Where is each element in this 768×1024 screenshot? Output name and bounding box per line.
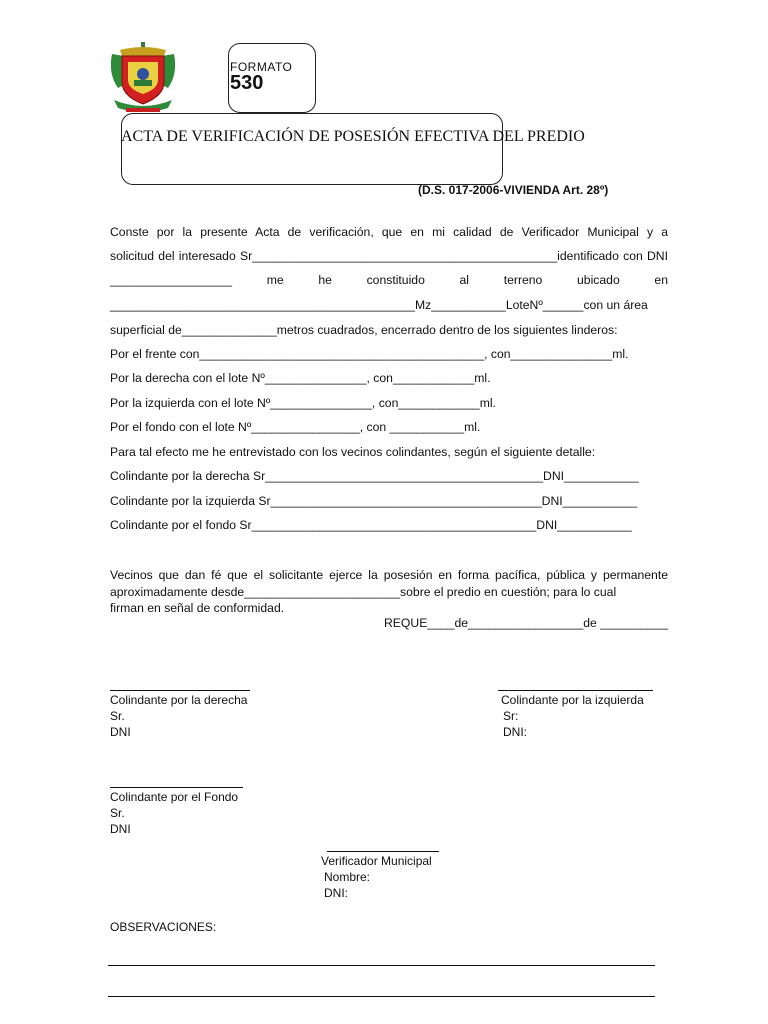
signature-dni: DNI: — [324, 886, 348, 900]
signature-dni: DNI — [110, 822, 131, 836]
date-line: REQUE____de_________________de __________ — [384, 616, 668, 630]
signature-rule — [327, 851, 439, 852]
lindero-derecha: Por la derecha con el lote Nº_______________, con____________ml. — [110, 371, 491, 385]
observaciones-label: OBSERVACIONES: — [110, 920, 217, 934]
lindero-izquierda: Por la izquierda con el lote Nº_______________, con____________ml. — [110, 396, 496, 410]
word: al — [459, 273, 470, 287]
signature-derecha — [110, 692, 247, 740]
efecto-line: Para tal efecto me he entrevistado con los vecinos colindantes, según el siguiente detalle: — [110, 445, 596, 459]
signature-rule — [498, 690, 653, 691]
municipal-crest-icon — [108, 40, 178, 116]
intro-line-3 — [110, 273, 668, 287]
signature-izquierda — [501, 692, 644, 740]
word: en — [654, 273, 668, 287]
signature-rule — [110, 787, 243, 788]
lindero-frente: Por el frente con__________________________________________, con_______________ml. — [110, 347, 629, 361]
intro-line-5: superficial de______________metros cuadrados, encerrado dentro de los siguientes linderos: — [110, 323, 618, 337]
vecinos-text: Vecinos que dan fé que el solicitante ejerce la posesión en forma pacífica, pública y permanente aproximadamente desde_______________________sobre el predio en cuestión; para lo cual — [110, 568, 668, 599]
colindante-fondo-line: Colindante por el fondo Sr__________________________________________DNI___________ — [110, 518, 632, 532]
blank-dni: __________________ — [110, 273, 233, 287]
signature-title: Colindante por la izquierda — [501, 693, 644, 707]
signature-sr: Sr. — [110, 806, 125, 820]
signature-sr: Sr. — [110, 709, 125, 723]
lindero-fondo: Por el fondo con el lote Nº________________, con ___________ml. — [110, 420, 481, 434]
word: he — [318, 273, 332, 287]
document-title: ACTA DE VERIFICACIÓN DE POSESIÓN EFECTIVA DEL PREDIO — [121, 128, 585, 145]
word: ubicado — [577, 273, 620, 287]
signature-title: Verificador Municipal — [321, 854, 432, 868]
signature-dni: DNI — [110, 725, 131, 739]
signature-rule — [110, 690, 250, 691]
intro-line-2: solicitud del interesado Sr_____________________________________________identificado con DNI — [110, 249, 668, 263]
intro-line-4: _____________________________________________Mz___________LoteNº______con un área — [110, 298, 648, 312]
signature-nombre: Nombre: — [324, 870, 371, 884]
colindante-izquierda-line: Colindante por la izquierda Sr________________________________________DNI___________ — [110, 494, 638, 508]
decree-reference: (D.S. 017-2006-VIVIENDA Art. 28º) — [418, 183, 609, 197]
word: terreno — [503, 273, 543, 287]
intro-line-1: Conste por la presente Acta de verificación, que en mi calidad de Verificador Municipal y a — [110, 225, 668, 239]
vecinos-closing: firman en señal de conformidad. — [110, 601, 285, 615]
signature-sr: Sr: — [503, 709, 519, 723]
signature-dni: DNI: — [503, 725, 527, 739]
signature-title: Colindante por el Fondo — [110, 790, 239, 804]
vecinos-paragraph — [110, 567, 668, 617]
observaciones-line-1 — [108, 965, 655, 966]
formato-number: 530 — [230, 72, 264, 94]
formato-label: FORMATO — [230, 60, 293, 74]
signature-title: Colindante por la derecha — [110, 693, 248, 707]
signature-verificador — [321, 853, 432, 901]
word: constituido — [366, 273, 425, 287]
signature-fondo — [110, 789, 238, 837]
colindante-derecha-line: Colindante por la derecha Sr_________________________________________DNI___________ — [110, 469, 639, 483]
observaciones-line-2 — [108, 996, 655, 997]
title-box — [121, 113, 503, 185]
word: me — [266, 273, 284, 287]
